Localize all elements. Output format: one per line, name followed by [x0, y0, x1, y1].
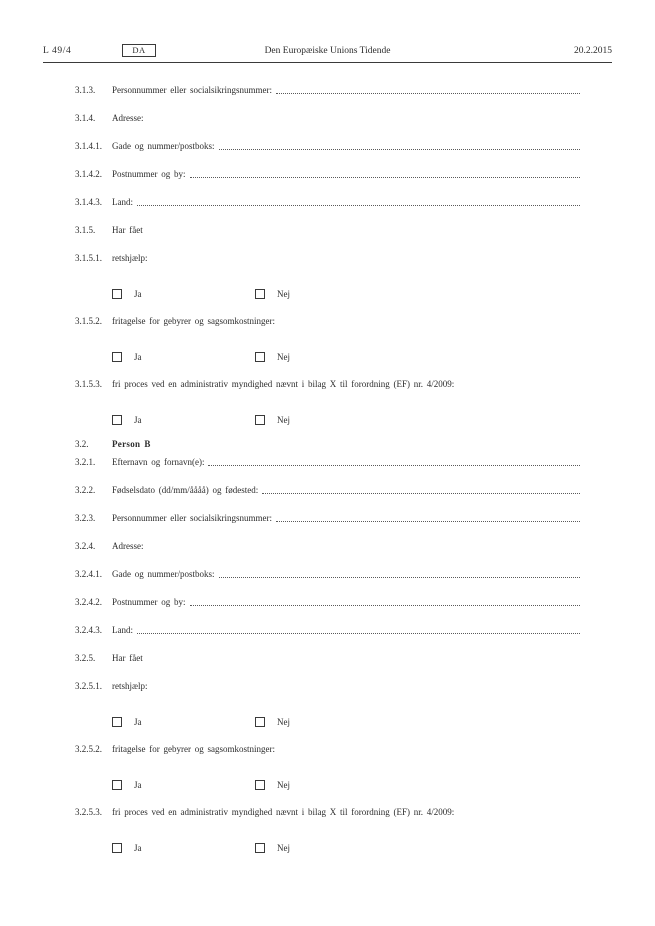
row-label: Adresse: [112, 541, 144, 551]
form-row [75, 252, 580, 264]
row-label: Har fået [112, 653, 143, 663]
row-number: 3.1.5.2. [75, 316, 102, 326]
row-label: Efternavn og fornavn(e): [112, 457, 205, 467]
checkbox-ja [112, 289, 122, 299]
checkbox-row [75, 842, 580, 854]
checkbox-row [75, 414, 580, 426]
form-row [75, 140, 580, 152]
row-label: Fødselsdato (dd/mm/åååå) og fødested: [112, 485, 259, 495]
row-label: Postnummer og by: [112, 169, 186, 179]
checkbox-row [75, 288, 580, 300]
checkbox-option [255, 414, 290, 426]
form-row [75, 168, 580, 180]
form-row [75, 743, 580, 755]
form-row [75, 456, 580, 468]
checkbox-option [255, 351, 290, 363]
journal-title: Den Europæiske Unions Tidende [264, 46, 391, 56]
checkbox-label: Ja [134, 352, 142, 362]
checkbox-label: Nej [277, 352, 290, 362]
row-number: 3.2.2. [75, 485, 96, 495]
dotted-fill-line [276, 512, 580, 522]
row-number: 3.1.4. [75, 113, 96, 123]
checkbox-ja [112, 352, 122, 362]
checkbox-row [75, 716, 580, 728]
header-date: 20.2.2015 [574, 46, 612, 56]
checkbox-option [112, 288, 255, 300]
checkbox-nej [255, 289, 265, 299]
checkbox-label: Nej [277, 415, 290, 425]
row-number: 3.2.5.2. [75, 744, 102, 754]
row-label: fritagelse for gebyrer og sagsomkostninger: [112, 316, 275, 326]
checkbox-label: Nej [277, 780, 290, 790]
checkbox-nej [255, 352, 265, 362]
row-label: Personnummer eller socialsikringsnummer: [112, 85, 272, 95]
dotted-fill-line [190, 596, 580, 606]
checkbox-label: Ja [134, 415, 142, 425]
checkbox-row [75, 779, 580, 791]
form-row [75, 196, 580, 208]
checkbox-nej [255, 780, 265, 790]
form-row [75, 680, 580, 692]
checkbox-option [255, 779, 290, 791]
row-number: 3.1.4.3. [75, 197, 102, 207]
checkbox-label: Nej [277, 717, 290, 727]
dotted-fill-line [262, 484, 580, 494]
row-label: Postnummer og by: [112, 597, 186, 607]
row-number: 3.2. [75, 439, 89, 449]
header-rule [43, 62, 612, 63]
row-number: 3.2.5.3. [75, 807, 102, 817]
row-label: fritagelse for gebyrer og sagsomkostninger: [112, 744, 275, 754]
checkbox-option [112, 351, 255, 363]
checkbox-nej [255, 415, 265, 425]
checkbox-option [112, 716, 255, 728]
row-label: Har fået [112, 225, 143, 235]
form-row [75, 315, 580, 327]
checkbox-option [112, 779, 255, 791]
form-row [75, 624, 580, 636]
row-number: 3.1.5.3. [75, 379, 102, 389]
form-row [75, 484, 580, 496]
row-label: Land: [112, 197, 133, 207]
checkbox-label: Ja [134, 843, 142, 853]
checkbox-label: Nej [277, 843, 290, 853]
checkbox-ja [112, 780, 122, 790]
row-label: Personnummer eller socialsikringsnummer: [112, 513, 272, 523]
form-row [75, 512, 580, 524]
form-row [75, 224, 580, 236]
row-number: 3.2.4.2. [75, 597, 102, 607]
page-header [43, 44, 612, 59]
row-number: 3.2.5. [75, 653, 96, 663]
row-label: fri proces ved en administrativ myndighed nævnt i bilag X til forordning (EF) nr. 4/2009: [112, 379, 455, 389]
form-row [75, 806, 580, 818]
dotted-fill-line [137, 624, 580, 634]
row-number: 3.2.4.1. [75, 569, 102, 579]
dotted-fill-line [219, 568, 581, 578]
form-row [75, 112, 580, 124]
row-number: 3.1.4.2. [75, 169, 102, 179]
row-label: Person B [112, 439, 151, 449]
row-number: 3.1.5.1. [75, 253, 102, 263]
form-row [75, 568, 580, 580]
checkbox-ja [112, 415, 122, 425]
form-body [75, 84, 580, 869]
checkbox-option [112, 842, 255, 854]
checkbox-option [255, 842, 290, 854]
row-number: 3.2.4.3. [75, 625, 102, 635]
row-label: retshjælp: [112, 681, 148, 691]
row-number: 3.1.3. [75, 85, 96, 95]
form-row [75, 378, 580, 390]
row-label: fri proces ved en administrativ myndighed nævnt i bilag X til forordning (EF) nr. 4/2009: [112, 807, 455, 817]
language-badge: DA [122, 44, 156, 57]
checkbox-row [75, 351, 580, 363]
row-number: 3.2.3. [75, 513, 96, 523]
checkbox-nej [255, 717, 265, 727]
row-label: Land: [112, 625, 133, 635]
checkbox-label: Ja [134, 780, 142, 790]
row-label: Gade og nummer/postboks: [112, 141, 215, 151]
dotted-fill-line [276, 84, 580, 94]
form-row [75, 84, 580, 96]
dotted-fill-line [137, 196, 580, 206]
row-number: 3.2.1. [75, 457, 96, 467]
checkbox-option [255, 716, 290, 728]
form-row [75, 540, 580, 552]
form-row [75, 596, 580, 608]
checkbox-option [112, 414, 255, 426]
row-label: Adresse: [112, 113, 144, 123]
page-reference: L 49/4 [43, 46, 72, 56]
checkbox-label: Nej [277, 289, 290, 299]
checkbox-ja [112, 843, 122, 853]
dotted-fill-line [190, 168, 580, 178]
checkbox-label: Ja [134, 717, 142, 727]
row-label: Gade og nummer/postboks: [112, 569, 215, 579]
checkbox-nej [255, 843, 265, 853]
checkbox-label: Ja [134, 289, 142, 299]
checkbox-ja [112, 717, 122, 727]
form-row [75, 652, 580, 664]
form-row [75, 438, 580, 450]
row-number: 3.1.5. [75, 225, 96, 235]
row-label: retshjælp: [112, 253, 148, 263]
checkbox-option [255, 288, 290, 300]
row-number: 3.2.4. [75, 541, 96, 551]
row-number: 3.1.4.1. [75, 141, 102, 151]
row-number: 3.2.5.1. [75, 681, 102, 691]
dotted-fill-line [208, 456, 580, 466]
dotted-fill-line [219, 140, 581, 150]
